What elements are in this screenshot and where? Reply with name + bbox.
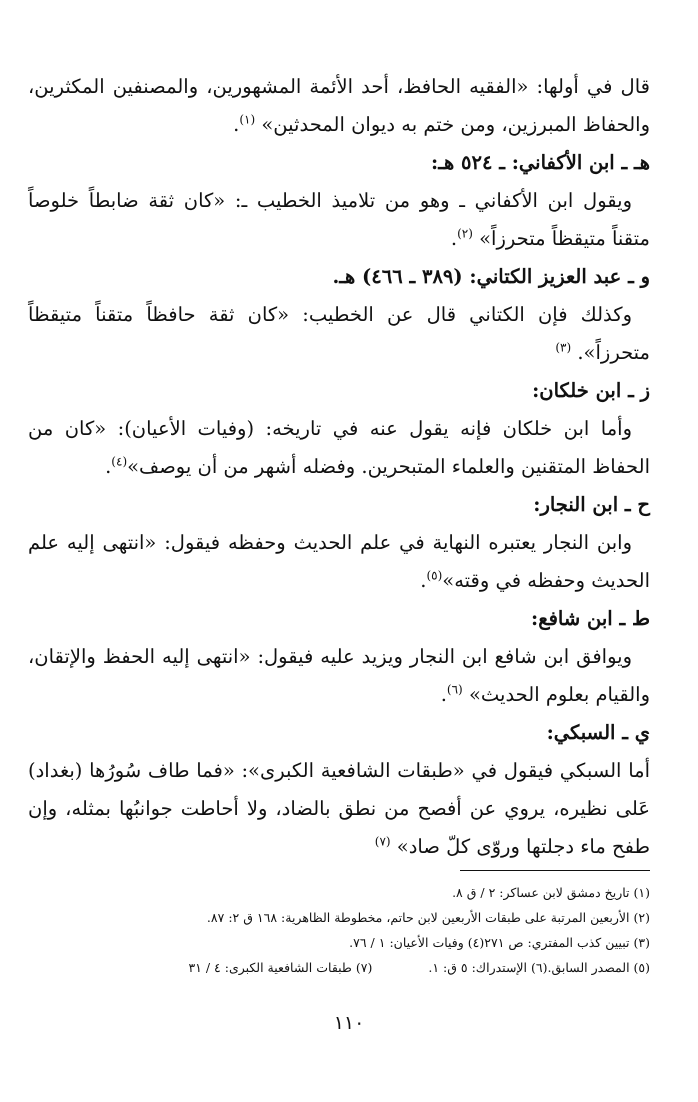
footnote-5-text: (٥) المصدر السابق. xyxy=(547,960,650,975)
intro-text: قال في أولها: «الفقيه الحافظ، أحد الأئمة المشهورين، والمصنفين المكثرين، والحفاظ المبرزين، ومن ختم به ديوان المحدثين» xyxy=(28,75,650,136)
footnote-6-text: (٦) الإستدراك: ٥ ق: ١. xyxy=(428,960,548,975)
footnote-ref-5: (٥) xyxy=(426,568,443,583)
footnote-1 xyxy=(40,880,650,905)
khallikan-text: وأما ابن خلكان فإنه يقول عنه في تاريخه: (وفيات الأعيان): «كان من الحفاظ المتقنين والعلماء المتبحرين. وفضله أشهر من أن يوصف» xyxy=(28,417,650,478)
footnote-7-text: (٧) طبقات الشافعية الكبرى: ٤ / ٣١ xyxy=(188,960,373,975)
footnote-ref-4: (٤) xyxy=(111,454,128,469)
paragraph-kattani xyxy=(28,296,650,372)
footnote-4-text: (٤) وفيات الأعيان: ١ / ٧٦. xyxy=(349,935,485,950)
heading-kattani: و ـ عبد العزيز الكتاني: (٣٨٩ ـ ٤٦٦) هـ. xyxy=(332,265,650,288)
paragraph-akfani: ويقول ابن الأكفاني ـ وهو من تلاميذ الخطيب ـ: «كان ثقة ضابطاً خلوصاً متقناً متيقظاً متحرزاً» $^{(٢)}$. xyxy=(28,189,650,250)
footnote-ref-3: (٣) xyxy=(555,340,572,355)
footnote-ref-2: (٢) xyxy=(457,226,473,241)
footnote-1-text: (١) تاريخ دمشق لابن عساكر: ٢ / ق ٨. xyxy=(452,885,650,900)
page-number: ١١٠ xyxy=(333,1012,365,1034)
paragraph-khallikan: وأما ابن خلكان فإنه يقول عنه في تاريخه: (وفيات الأعيان): «كان من الحفاظ المتقنين والعلماء المتبحرين. وفضله أشهر من أن يوصف»$^{(٤)}$. xyxy=(28,417,650,478)
footnote-row-3-4 xyxy=(40,930,650,955)
paragraph-subki xyxy=(28,752,650,866)
heading-subki: ي ـ السبكي: xyxy=(546,721,650,744)
heading-akfani: هـ ـ ابن الأكفاني: ـ ٥٢٤ هـ: xyxy=(431,151,650,174)
shafi-text: ويوافق ابن شافع ابن النجار ويزيد عليه فيقول: «انتهى إليه الحفظ والإتقان، والقيام بعلوم الحديث» xyxy=(28,645,650,706)
heading-khallikan: ز ـ ابن خلكان: xyxy=(532,379,650,402)
footnote-3-text: (٣) تبيين كذب المفتري: ص ٢٧١ xyxy=(484,935,650,950)
footnote-ref-6: (٦) xyxy=(446,682,463,697)
footnote-row-5-6-7 xyxy=(40,955,650,980)
footnote-ref-1: (١) xyxy=(239,112,256,127)
footnote-2 xyxy=(40,905,650,930)
najjar-text: وابن النجار يعتبره النهاية في علم الحديث وحفظه فيقول: «انتهى إليه علم الحديث وحفظه في وقته» xyxy=(28,531,650,592)
intro-paragraph: قال في أولها: «الفقيه الحافظ، أحد الأئمة المشهورين، والمصنفين المكثرين، والحفاظ المبرزين، ومن ختم به ديوان المحدثين» $^{(١)}$. xyxy=(28,75,650,136)
footnote-2-text: (٢) الأربعين المرتبة على طبقات الأربعين لابن حاتم، مخطوطة الظاهرية: ١٦٨ ق ٢: ٨٧. xyxy=(206,910,650,925)
kattani-text: وكذلك فإن الكتاني قال عن الخطيب: «كان ثقة حافظاً متقناً متيقظاً متحرزاً». xyxy=(28,303,650,364)
footnote-separator xyxy=(460,870,650,871)
subki-text: أما السبكي فيقول في «طبقات الشافعية الكبرى»: «فما طاف سُورُها (بغداد) عَلى نظيره، يروي عن أفصح من نطق بالضاد، ولا أحاطت جوانبُها بمثله، وإن طفح ماء دجلتها وروّى كلّ صاد» xyxy=(28,759,650,858)
footnote-ref-7: (٧) xyxy=(374,834,391,849)
akfani-text: ويقول ابن الأكفاني ـ وهو من تلاميذ الخطيب ـ: «كان ثقة ضابطاً خلوصاً متقناً متيقظاً متحرزاً» xyxy=(28,189,650,250)
paragraph-shafi: ويوافق ابن شافع ابن النجار ويزيد عليه فيقول: «انتهى إليه الحفظ والإتقان، والقيام بعلوم الحديث» $^{(٦)}$. xyxy=(28,645,650,706)
heading-shafi: ط ـ ابن شافع: xyxy=(531,607,650,630)
paragraph-najjar: وابن النجار يعتبره النهاية في علم الحديث وحفظه فيقول: «انتهى إليه علم الحديث وحفظه في وقته»$^{(٥)}$. xyxy=(28,531,650,592)
heading-najjar: ح ـ ابن النجار: xyxy=(533,493,650,516)
footnotes xyxy=(40,880,650,980)
main-text xyxy=(28,68,650,866)
